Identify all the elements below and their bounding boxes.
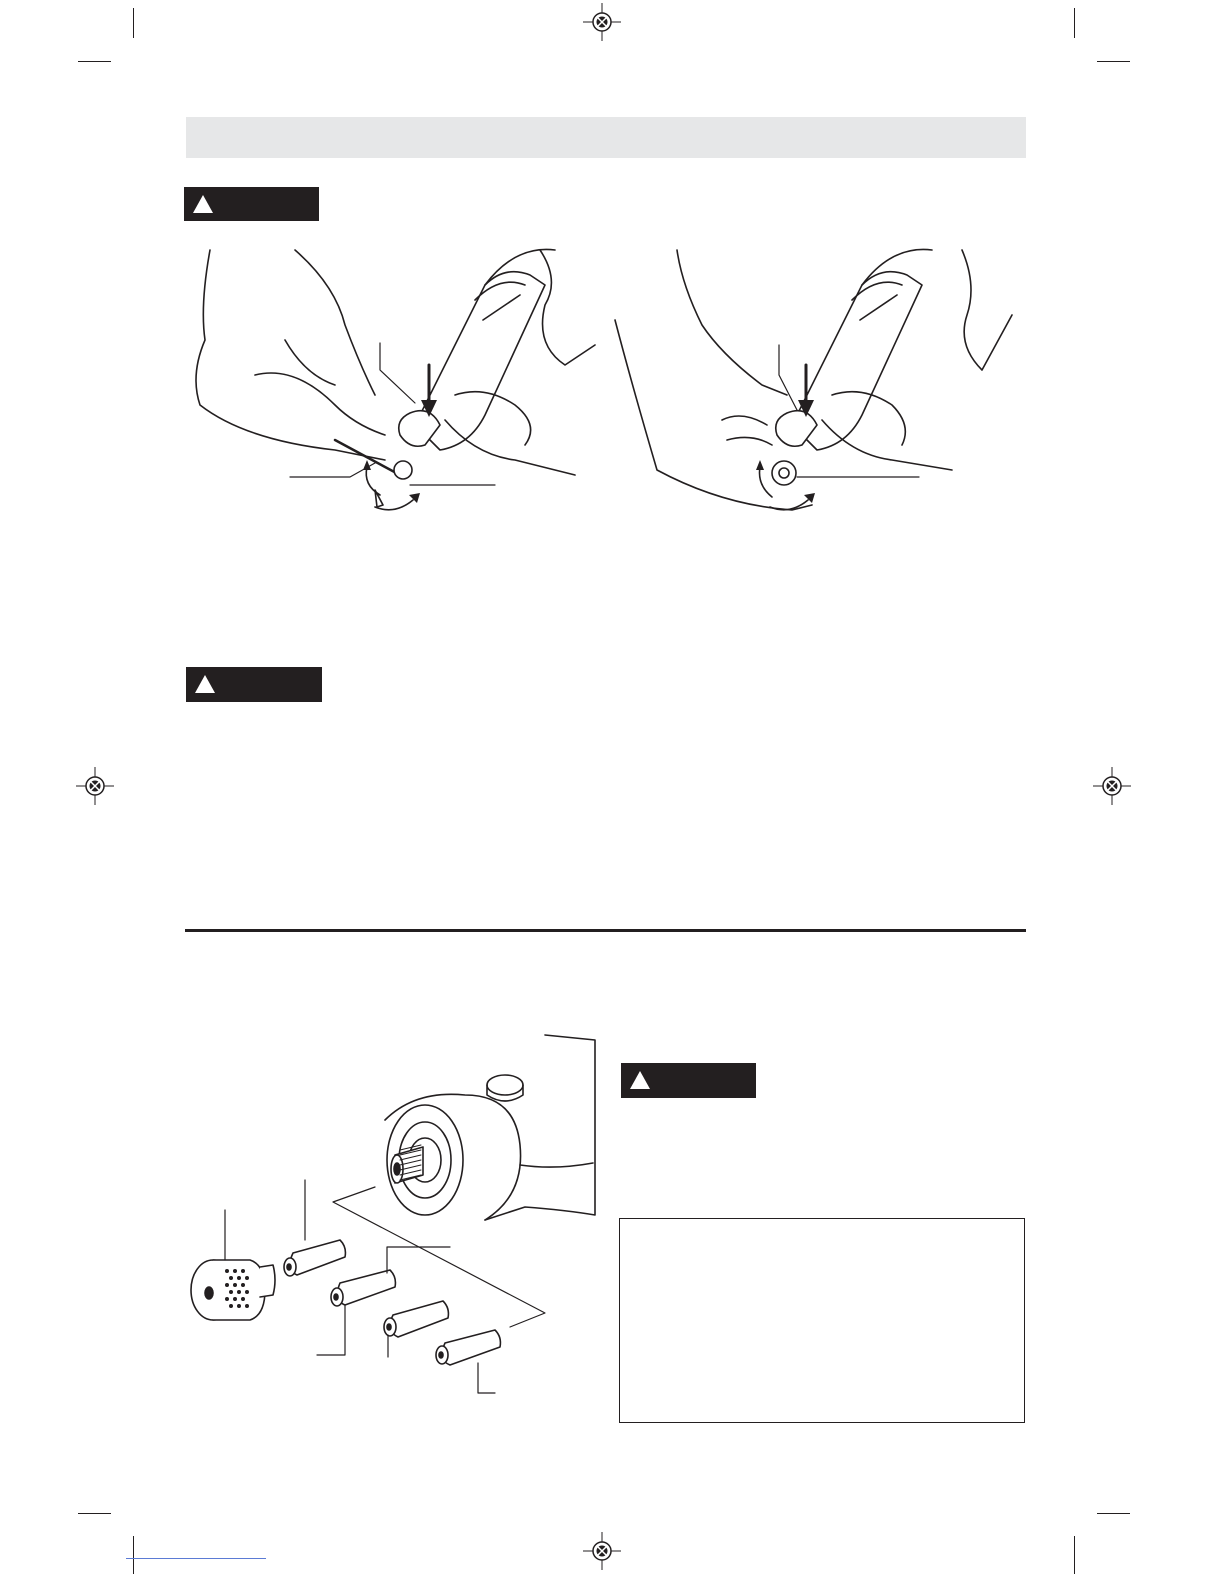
crop-mark-top-right-vertical <box>1074 8 1075 38</box>
crop-mark-bottom-left-horizontal <box>78 1513 111 1514</box>
warning-triangle-icon <box>194 674 216 694</box>
registration-mark-icon <box>583 1532 621 1570</box>
warning-triangle-icon <box>192 194 214 214</box>
note-box <box>619 1218 1025 1423</box>
crop-mark-top-left-vertical <box>133 8 134 38</box>
registration-mark-icon <box>1093 767 1131 805</box>
crop-mark-bottom-left-vertical <box>133 1536 134 1574</box>
section-divider <box>185 929 1026 932</box>
collets-exploded-view-illustration <box>185 1035 595 1400</box>
registration-mark-icon <box>76 767 114 805</box>
collet-nut-hand-tighten-illustration <box>612 245 1022 520</box>
registration-mark-icon <box>583 3 621 41</box>
crop-mark-bottom-right-vertical <box>1074 1536 1075 1574</box>
warning-triangle-icon <box>629 1070 651 1090</box>
warning-badge <box>186 667 322 702</box>
crop-mark-top-left-horizontal <box>78 61 111 62</box>
warning-badge <box>184 187 319 221</box>
crop-mark-bottom-right-horizontal <box>1097 1513 1130 1514</box>
crop-mark-top-right-horizontal <box>1097 61 1130 62</box>
link-underline <box>126 1558 266 1559</box>
collet-nut-wrench-illustration <box>185 245 600 520</box>
section-header-band <box>186 117 1026 158</box>
warning-badge <box>621 1063 756 1098</box>
